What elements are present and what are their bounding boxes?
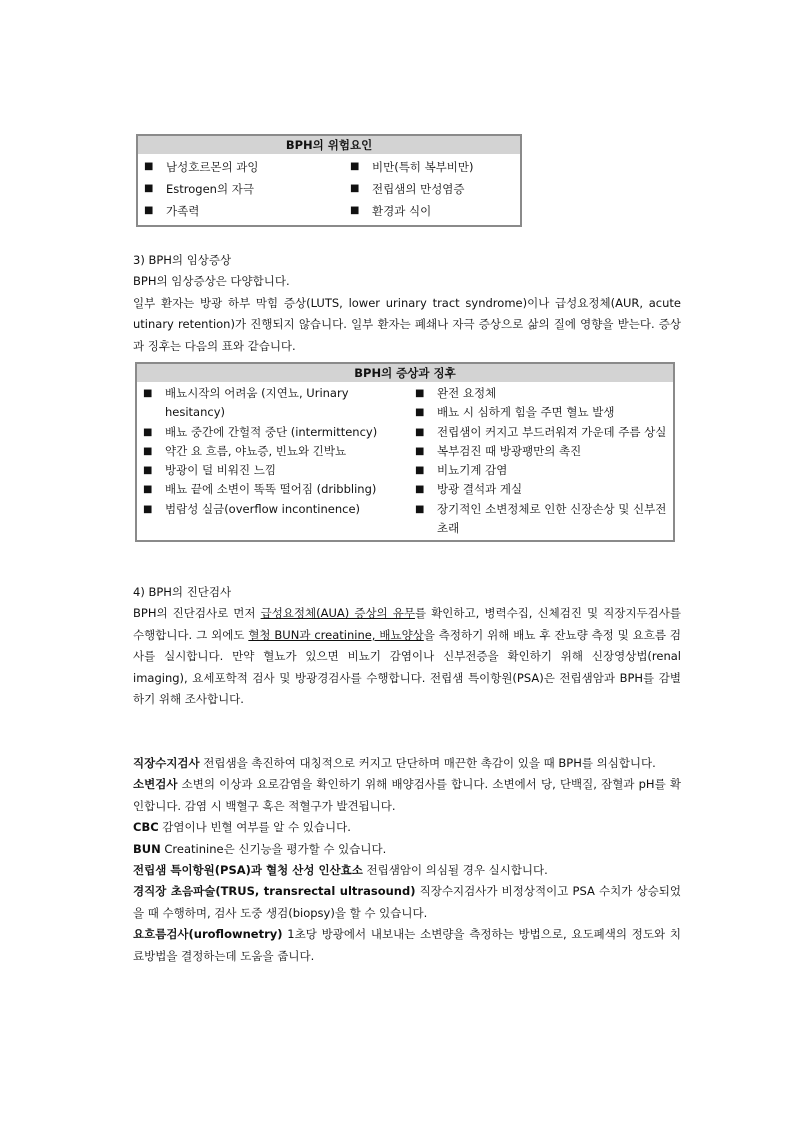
list-item: ■ 배뇨시작의 어려움 (지연뇨, Urinary hesitancy)	[137, 384, 409, 423]
section3-heading: 3) BPH의 임상증상	[133, 253, 232, 267]
list-item: ■ 전립샘의 만성염증	[344, 178, 520, 200]
bullet-icon: ■	[415, 426, 425, 438]
list-item: ■ 방광 결석과 게실	[409, 480, 673, 499]
bullet-icon: ■	[143, 445, 153, 457]
bullet-icon: ■	[350, 183, 360, 194]
bullet-icon: ■	[415, 465, 425, 477]
list-item: ■ 약간 요 흐름, 야뇨증, 빈뇨와 긴박뇨	[137, 442, 409, 461]
test-item: 전립샘 특이항원(PSA)과 혈청 산성 인산효소 전립샘암이 의심될 경우 실시합니다.	[133, 863, 548, 878]
test-item: 요흐름검사(uroflownetry) 1초당 방광에서 내보내는 소변량을 측정하는 방법으로, 요도폐색의 정도와 치료방법을 결정하는데 도움을 줍니다.	[133, 927, 681, 963]
bullet-icon: ■	[144, 183, 154, 194]
bullet-icon: ■	[415, 388, 425, 399]
bullet-icon: ■	[143, 426, 153, 438]
bullet-icon: ■	[415, 445, 425, 457]
symptoms-right-col	[409, 382, 674, 541]
list-item: ■ Estrogen의 자극	[138, 178, 344, 200]
test-item: 소변검사 소변의 이상과 요로감염을 확인하기 위해 배양검사를 합니다. 소변에서 당, 단백질, 잠혈과 pH를 확인합니다. 감염 시 백혈구 혹은 적혈구가 발견됩니다.	[133, 777, 681, 813]
list-item: ■ 비만(특히 복부비만)	[344, 156, 520, 178]
list-item: ■ 장기적인 소변정체로 인한 신장손상 및 신부전 초래	[409, 500, 673, 539]
bullet-icon: ■	[350, 161, 360, 172]
symptoms-header: BPH의 증상과 징후	[136, 363, 674, 382]
list-item: ■ 방광이 덜 비워진 느낌	[137, 461, 409, 480]
list-item: ■ 환경과 식이	[344, 200, 520, 222]
test-item: CBC 감염이나 빈혈 여부를 알 수 있습니다.	[133, 820, 351, 835]
list-item: ■ 완전 요정체	[409, 384, 673, 403]
list-item: ■ 가족력	[138, 200, 344, 222]
bullet-icon: ■	[143, 503, 153, 515]
section4-body: BPH의 진단검사로 먼저 급성요정체(AUA) 증상의 유무를 확인하고, 병력수집, 신체검진 및 직장지두검사를 수행합니다. 그 외에도 혈청 BUN과 creatinine, 배뇨양상을 측정하기 위해 배뇨 후 잔뇨량 측정 및 요흐름 검사를 실시합니다. 만약 혈뇨가 있으면 비뇨기 감염이나 신부전증을 확인하기 위해 신장영상법(renal imaging), 요세포학적 검사 및 방광경검사를 수행합니다. 전립샘 특이항원(PSA)은 전립샘암과 BPH를 감별하기 위해 조사합니다.	[133, 606, 682, 707]
test-item: 직장수지검사 전립샘을 촉진하여 대칭적으로 커지고 단단하며 매끈한 촉감이 있을 때 BPH를 의심합니다.	[133, 756, 656, 770]
list-item: ■ 범람성 실금(overflow incontinence)	[137, 500, 409, 519]
list-item: ■ 배뇨 시 심하게 힘을 주면 혈뇨 발생	[409, 403, 673, 422]
list-item: ■ 남성호르몬의 과잉	[138, 156, 344, 178]
symptoms-table	[135, 362, 675, 542]
risk-factors-left-col	[137, 154, 344, 226]
bullet-icon: ■	[415, 407, 425, 419]
bullet-icon: ■	[143, 484, 153, 496]
list-item: ■ 비뇨기계 감염	[409, 461, 673, 480]
list-item: ■ 복부검진 때 방광팽만의 촉진	[409, 442, 673, 461]
risk-factors-right-col	[344, 154, 521, 226]
test-item: 경직장 초음파술(TRUS, transrectal ultrasound) 직장수지검사가 비정상적이고 PSA 수치가 상승되었을 때 수행하며, 검사 도중 생검(biopsy)을 할 수 있습니다.	[133, 884, 681, 920]
list-item: ■ 전립샘이 커지고 부드러워져 가운데 주름 상실	[409, 423, 673, 442]
bullet-icon: ■	[415, 503, 425, 515]
section3	[133, 250, 681, 357]
list-item: ■ 배뇨 중간에 간헐적 중단 (intermittency)	[137, 423, 409, 442]
section3-intro: BPH의 임상증상은 다양합니다.	[133, 274, 290, 289]
symptoms-left-col	[136, 382, 409, 541]
bullet-icon: ■	[143, 465, 153, 477]
bullet-icon: ■	[415, 484, 425, 496]
bullet-icon: ■	[144, 205, 154, 216]
section3-body: 일부 환자는 방광 하부 막힘 증상(LUTS, lower urinary tract syndrome)이나 급성요정체(AUR, acute utinary retention)가 진행되지 않습니다. 일부 환자는 폐쇄나 자극 증상으로 삶의 질에 영향을 받는다. 증상과 징후는 다음의 표와 같습니다.	[133, 295, 681, 353]
list-item: ■ 배뇨 끝에 소변이 똑똑 떨어짐 (dribbling)	[137, 480, 409, 499]
bullet-icon: ■	[350, 205, 360, 216]
bullet-icon: ■	[143, 388, 153, 399]
diagnostic-tests	[133, 753, 681, 967]
risk-factors-header: BPH의 위험요인	[137, 135, 521, 154]
risk-factors-table	[136, 134, 522, 227]
section4	[133, 582, 681, 710]
bullet-icon: ■	[144, 161, 154, 172]
section4-heading: 4) BPH의 진단검사	[133, 585, 232, 599]
test-item: BUN Creatinine은 신기능을 평가할 수 있습니다.	[133, 841, 387, 856]
